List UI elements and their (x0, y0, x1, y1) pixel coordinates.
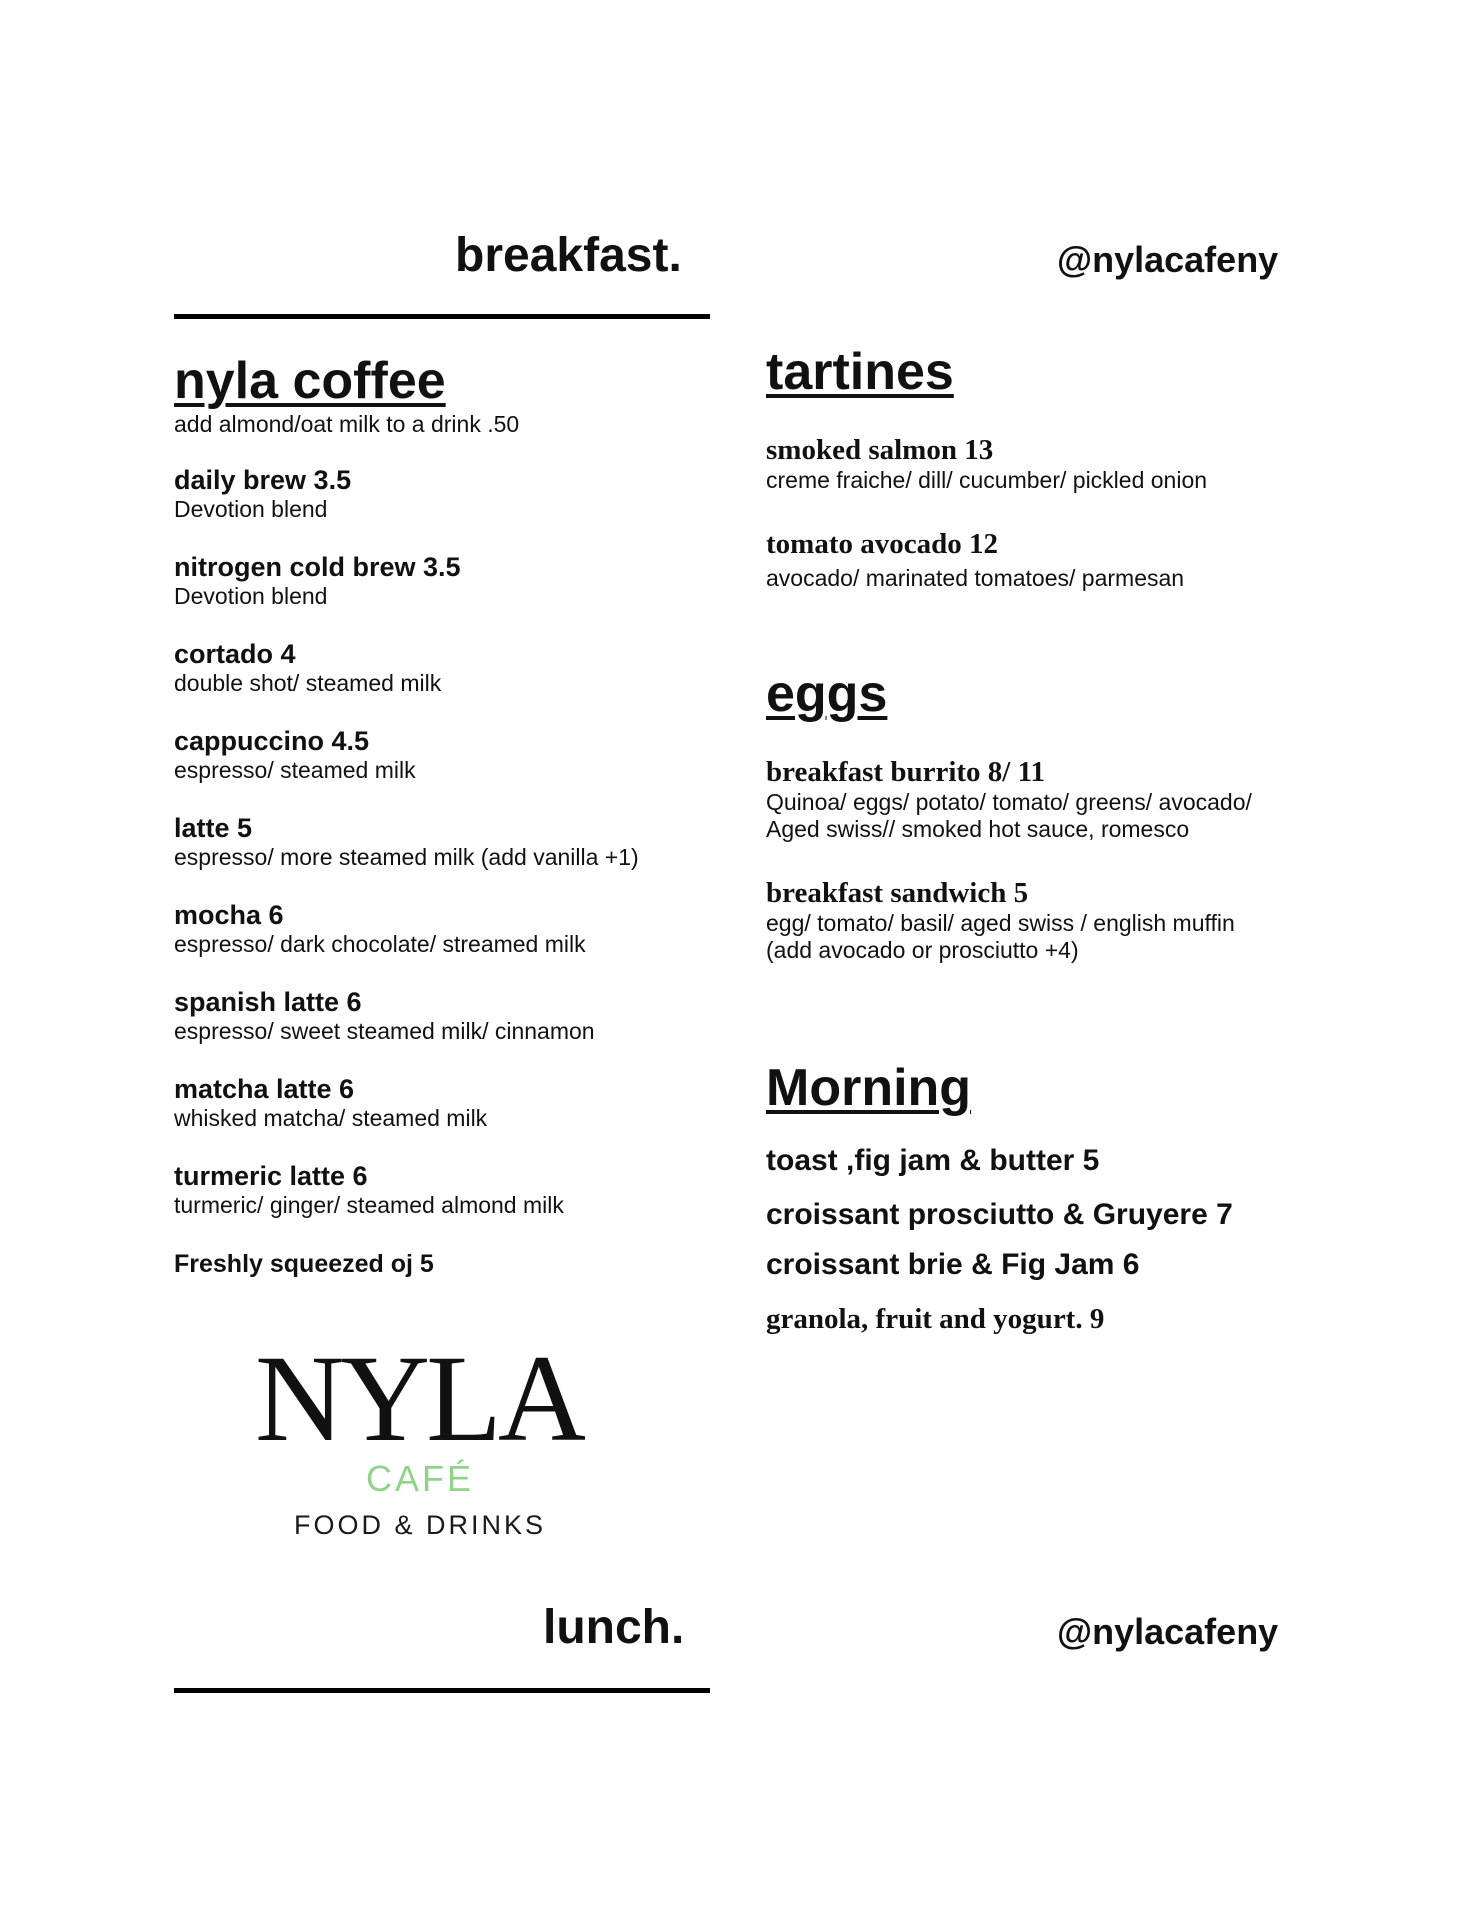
item-name: spanish latte 6 (174, 987, 362, 1017)
menu-item-cappuccino (174, 726, 416, 783)
tartines-section-title: tartines (766, 343, 954, 401)
item-desc: turmeric/ ginger/ steamed almond milk (174, 1192, 564, 1219)
menu-item-toast: toast ,fig jam & butter 5 (766, 1144, 1100, 1177)
item-name: turmeric latte 6 (174, 1161, 368, 1191)
instagram-handle-lunch: @nylacafeny (1057, 1611, 1279, 1652)
breakfast-title: breakfast. (455, 229, 682, 282)
lunch-title: lunch. (543, 1601, 685, 1654)
item-name: breakfast sandwich 5 (766, 877, 1029, 909)
menu-item-latte (174, 813, 639, 870)
menu-item-croissant-brie: croissant brie & Fig Jam 6 (766, 1248, 1140, 1281)
menu-item-tomato-avocado (766, 528, 1184, 592)
item-name: tomato avocado 12 (766, 528, 998, 560)
item-desc: avocado/ marinated tomatoes/ parmesan (766, 565, 1185, 592)
nyla-wordmark (255, 1340, 585, 1452)
nyla-wordmark-text: NYLA (255, 1340, 584, 1452)
item-desc-line2: Aged swiss// smoked hot sauce, romesco (766, 815, 1190, 842)
item-name: cappuccino 4.5 (174, 726, 370, 756)
breakfast-divider (174, 314, 710, 319)
menu-item-breakfast-sandwich (766, 877, 1235, 963)
item-desc: creme fraiche/ dill/ cucumber/ pickled onion (766, 467, 1208, 494)
eggs-section-title: eggs (766, 665, 888, 723)
item-desc: double shot/ steamed milk (174, 670, 442, 697)
menu-item-breakfast-burrito (766, 756, 1252, 842)
menu-item-matcha-latte (174, 1074, 487, 1131)
item-desc: espresso/ more steamed milk (add vanilla +1) (174, 844, 639, 871)
item-desc-line2: (add avocado or prosciutto +4) (766, 936, 1079, 963)
menu-item-daily-brew (174, 465, 351, 522)
menu-item-mocha (174, 900, 586, 957)
menu-item-granola: granola, fruit and yogurt. 9 (766, 1303, 1105, 1335)
menu-item-spanish-latte (174, 987, 595, 1044)
instagram-handle: @nylacafeny (1057, 239, 1279, 280)
morning-section-title: Morning (766, 1059, 972, 1117)
item-name: cortado 4 (174, 639, 296, 669)
menu-item-turmeric-latte (174, 1161, 564, 1218)
item-desc: espresso/ dark chocolate/ streamed milk (174, 931, 586, 958)
menu-item-smoked-salmon (766, 434, 1207, 494)
item-desc: espresso/ steamed milk (174, 757, 416, 784)
item-name: nitrogen cold brew 3.5 (174, 552, 461, 582)
item-desc: whisked matcha/ steamed milk (174, 1105, 488, 1132)
lunch-divider (174, 1688, 710, 1693)
menu-item-cortado (174, 639, 441, 696)
item-name: smoked salmon 13 (766, 434, 994, 466)
menu-item-oj: Freshly squeezed oj 5 (174, 1250, 434, 1278)
item-name: latte 5 (174, 813, 253, 843)
milk-note: add almond/oat milk to a drink .50 (174, 411, 520, 437)
item-desc: Devotion blend (174, 496, 328, 523)
item-name: daily brew 3.5 (174, 465, 352, 495)
coffee-section-title: nyla coffee (174, 352, 446, 410)
item-name: mocha 6 (174, 900, 284, 930)
menu-item-nitrogen-cold-brew (174, 552, 461, 609)
item-name: matcha latte 6 (174, 1074, 355, 1104)
item-desc-line1: egg/ tomato/ basil/ aged swiss / english muffin (766, 910, 1235, 937)
logo-cafe-text: CAFÉ (365, 1458, 474, 1499)
item-desc: espresso/ sweet steamed milk/ cinnamon (174, 1018, 595, 1045)
nyla-cafe-logo (250, 1340, 590, 1541)
item-desc-line1: Quinoa/ eggs/ potato/ tomato/ greens/ avocado/ (766, 789, 1252, 816)
menu-item-croissant-prosciutto: croissant prosciutto & Gruyere 7 (766, 1198, 1233, 1231)
item-desc: Devotion blend (174, 583, 328, 610)
item-name: breakfast burrito 8/ 11 (766, 756, 1045, 788)
logo-tagline: FOOD & DRINKS (293, 1510, 547, 1540)
